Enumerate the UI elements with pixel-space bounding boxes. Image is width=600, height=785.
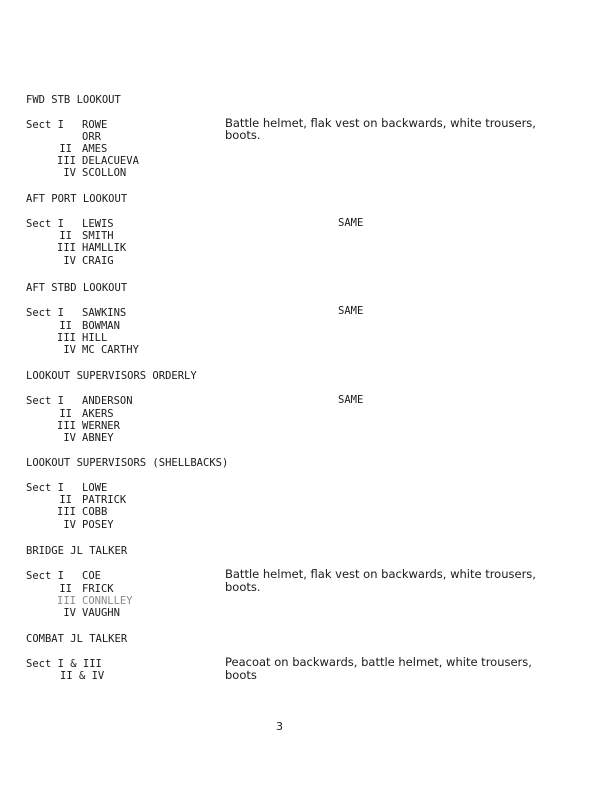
crew-name: LEWIS	[82, 218, 114, 230]
section-label: IV	[63, 432, 76, 444]
section-label: Sect I	[26, 307, 64, 319]
section-label: Sect I	[26, 570, 64, 582]
page-number: 3	[276, 720, 283, 733]
crew-name: DELACUEVA	[82, 155, 139, 167]
section-label: IV	[63, 344, 76, 356]
section-label: II	[59, 494, 72, 506]
crew-name: MC CARTHY	[82, 344, 139, 356]
crew-name: ROWE	[82, 119, 108, 131]
crew-name: BOWMAN	[82, 320, 120, 332]
crew-name: ORR	[82, 131, 101, 143]
section-label: III	[57, 506, 76, 518]
crew-name: AKERS	[82, 408, 114, 420]
section-label: III	[57, 595, 76, 607]
crew-name: ABNEY	[82, 432, 114, 444]
section-heading-lookout-supervisors-shellbacks: LOOKOUT SUPERVISORS (SHELLBACKS)	[26, 457, 229, 469]
uniform-description: boots	[225, 668, 257, 682]
section-label: II	[59, 143, 72, 155]
section-label: III	[57, 332, 76, 344]
uniform-description: Battle helmet, flak vest on backwards, white trousers,	[225, 567, 536, 581]
section-label: IV	[63, 519, 76, 531]
section-label: III	[57, 155, 76, 167]
section-label: Sect I	[26, 482, 64, 494]
section-heading-aft-stbd-lookout: AFT STBD LOOKOUT	[26, 282, 128, 294]
section-label: II & IV	[60, 670, 105, 682]
crew-name: CONNLLEY	[82, 595, 133, 607]
crew-name: COE	[82, 570, 101, 582]
crew-name: SCOLLON	[82, 167, 127, 179]
crew-name: SMITH	[82, 230, 114, 242]
section-heading-fwd-stb-lookout: FWD STB LOOKOUT	[26, 94, 121, 106]
crew-name: PATRICK	[82, 494, 127, 506]
section-heading-combat-jl-talker: COMBAT JL TALKER	[26, 633, 128, 645]
section-label: Sect I	[26, 218, 64, 230]
uniform-description: boots.	[225, 128, 261, 142]
crew-name: FRICK	[82, 583, 114, 595]
crew-name: WERNER	[82, 420, 120, 432]
section-label: II	[59, 408, 72, 420]
uniform-description: Battle helmet, flak vest on backwards, white trousers,	[225, 116, 536, 130]
section-label: IV	[63, 167, 76, 179]
same-note: SAME	[338, 394, 364, 406]
section-label: II	[59, 230, 72, 242]
section-label: III	[57, 420, 76, 432]
same-note: SAME	[338, 217, 364, 229]
crew-name: SAWKINS	[82, 307, 127, 319]
crew-name: COBB	[82, 506, 108, 518]
uniform-description: Peacoat on backwards, battle helmet, white trousers,	[225, 655, 532, 669]
crew-name: POSEY	[82, 519, 114, 531]
section-label: IV	[63, 255, 76, 267]
section-label: Sect I	[26, 395, 64, 407]
crew-name: HILL	[82, 332, 108, 344]
section-label: Sect I & III	[26, 658, 102, 670]
section-label: II	[59, 320, 72, 332]
same-note: SAME	[338, 305, 364, 317]
section-heading-bridge-jl-talker: BRIDGE JL TALKER	[26, 545, 128, 557]
section-label: IV	[63, 607, 76, 619]
section-label: II	[59, 583, 72, 595]
uniform-description: boots.	[225, 580, 261, 594]
crew-name: HAMLLIK	[82, 242, 127, 254]
crew-name: CRAIG	[82, 255, 114, 267]
crew-name: VAUGHN	[82, 607, 120, 619]
section-heading-lookout-supervisors-orderly: LOOKOUT SUPERVISORS ORDERLY	[26, 370, 197, 382]
crew-name: AMES	[82, 143, 108, 155]
crew-name: ANDERSON	[82, 395, 133, 407]
section-heading-aft-port-lookout: AFT PORT LOOKOUT	[26, 193, 128, 205]
section-label: Sect I	[26, 119, 64, 131]
crew-name: LOWE	[82, 482, 108, 494]
section-label: III	[57, 242, 76, 254]
